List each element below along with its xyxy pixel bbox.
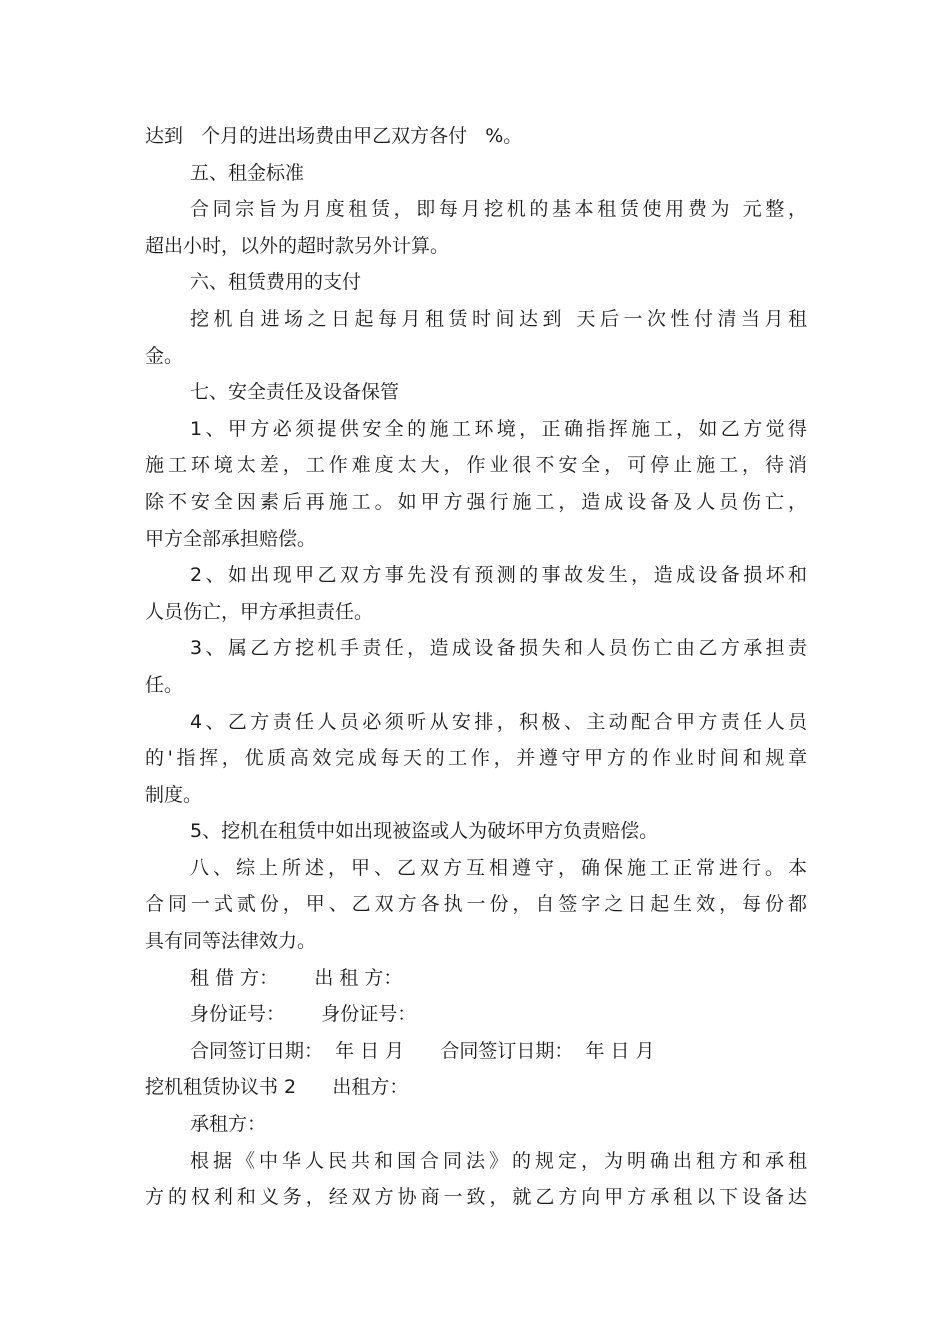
text-line: 具有同等法律效力。	[145, 930, 317, 953]
text-line: 人员伤亡，甲方承担责任。	[145, 600, 374, 623]
text-line: 挖机自进场之日起每月租赁时间达到 天后一次性付清当月租	[190, 307, 807, 330]
text-line: 的'指挥，优质高效完成每天的工作，并遵守甲方的作业时间和规章	[145, 747, 807, 770]
text-line: 施工环境太差，工作难度太大，作业很不安全，可停止施工，待消	[145, 454, 807, 477]
text-line: 八、综上所述，甲、乙双方互相遵守，确保施工正常进行。本	[190, 856, 807, 879]
text-line: 甲方全部承担赔偿。	[145, 527, 317, 550]
text-line: 承租方：	[190, 1113, 267, 1136]
document-body	[145, 118, 807, 1216]
text-line: 六、租赁费用的支付	[190, 271, 362, 294]
text-line: 任。	[145, 673, 184, 696]
text-line: 合同宗旨为月度租赁，即每月挖机的基本租赁使用费为 元整，	[190, 198, 807, 221]
text-line: 3、属乙方挖机手责任，造成设备损失和人员伤亡由乙方承担责	[190, 637, 807, 660]
text-line: 七、安全责任及设备保管	[190, 381, 400, 404]
text-line: 2、如出现甲乙双方事先没有预测的事故发生，造成设备损坏和	[190, 564, 807, 587]
text-line: 租 借 方： 出 租 方：	[190, 966, 403, 989]
text-line: 身份证号： 身份证号：	[190, 1003, 417, 1026]
text-line: 挖机租赁协议书 2 出租方：	[145, 1076, 409, 1099]
text-line: 金。	[145, 344, 184, 367]
text-line: 达到 个月的进出场费由甲乙双方各付 %。	[145, 125, 523, 147]
text-line: 合同签订日期： 年 日 月 合同签订日期： 年 日 月	[190, 1039, 655, 1062]
text-line: 超出小时，以外的超时款另外计算。	[145, 234, 450, 257]
text-line: 5、挖机在租赁中如出现被盗或人为破坏甲方负责赔偿。	[190, 820, 659, 843]
text-line: 五、租金标准	[190, 161, 305, 184]
text-line: 方的权利和义务，经双方协商一致，就乙方向甲方承租以下设备达	[145, 1186, 807, 1209]
text-line: 4、乙方责任人员必须听从安排，积极、主动配合甲方责任人员	[190, 710, 807, 733]
text-line: 合同一式贰份，甲、乙双方各执一份，自签字之日起生效，每份都	[145, 893, 807, 916]
text-line: 制度。	[145, 783, 203, 806]
text-line: 除不安全因素后再施工。如甲方强行施工，造成设备及人员伤亡，	[145, 490, 807, 513]
text-line: 1、甲方必须提供安全的施工环境，正确指挥施工，如乙方觉得	[190, 417, 807, 440]
text-line: 根据《中华人民共和国合同法》的规定，为明确出租方和承租	[190, 1149, 807, 1172]
